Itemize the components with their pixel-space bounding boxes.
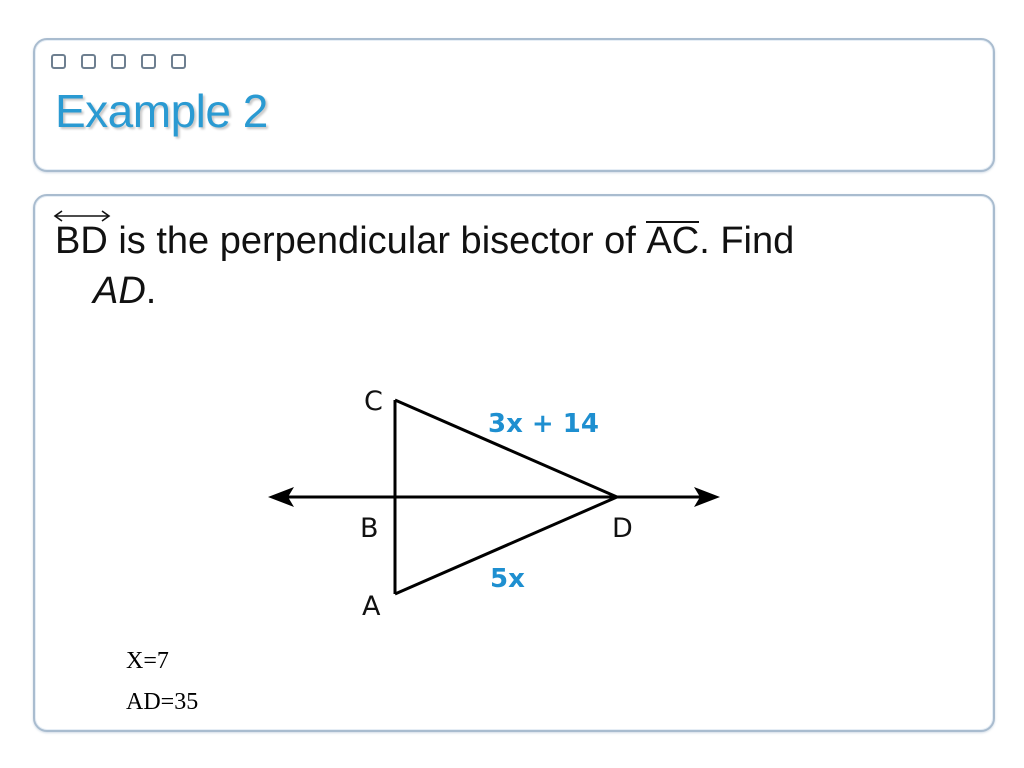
ray-label: BD xyxy=(55,220,108,262)
line-bd xyxy=(268,487,720,507)
find-label: AD xyxy=(93,270,146,312)
problem-text-b: . Find xyxy=(699,220,795,262)
problem-end: . xyxy=(145,270,157,312)
point-label-b: B xyxy=(360,513,379,544)
length-label-cd: 3x + 14 xyxy=(488,409,599,439)
segment-label: AC xyxy=(646,220,700,262)
slide-title: Example 2 xyxy=(55,85,268,137)
length-label-ad: 5x xyxy=(490,564,525,594)
point-label-a: A xyxy=(362,591,381,622)
problem-text-a: is the perpendicular bisector of xyxy=(107,220,647,262)
point-label-c: C xyxy=(364,386,383,417)
point-label-d: D xyxy=(612,513,633,544)
answer-x: X=7 xyxy=(126,648,169,674)
answer-ad: AD=35 xyxy=(126,689,199,715)
